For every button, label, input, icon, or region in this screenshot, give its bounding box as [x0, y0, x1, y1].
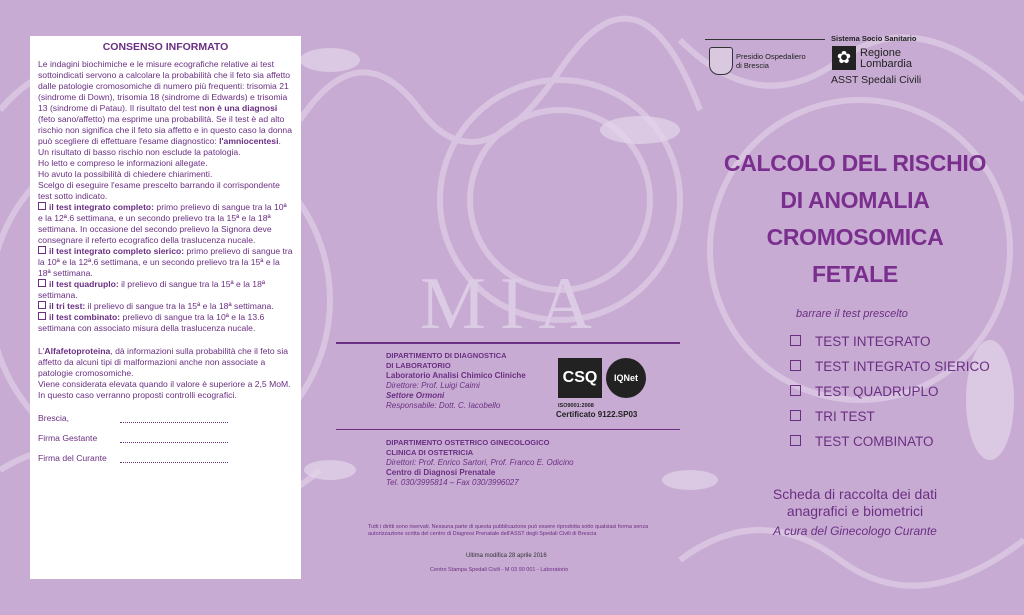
title-line-2: DI ANOMALIA: [780, 187, 930, 213]
alfa-followup: In questo caso verranno proposti controlli ecografici.: [38, 390, 237, 400]
regione-line-1: Regione: [860, 47, 901, 59]
obstetrics-directors: Direttori: Prof. Enrico Sartori, Prof. Franco E. Odicino: [386, 458, 574, 467]
watermark-text: MIA: [420, 263, 606, 345]
logo-divider-line: [705, 39, 825, 40]
option-text: il prelievo di sangue tra la 15ª e la 18ª settimana.: [38, 279, 266, 300]
iso-label: ISO9001:2008: [558, 403, 594, 409]
checkbox-icon[interactable]: [790, 360, 801, 371]
departments-block: [336, 342, 680, 488]
test-choice-combinato[interactable]: [790, 429, 990, 454]
signature-doctor-line[interactable]: [120, 462, 228, 463]
certificate-number: Certificato 9122.SP03: [556, 410, 638, 419]
form-subtitle: [720, 486, 990, 520]
intro-text-2: (feto sano/affetto) ma esprime una probabilità. Se il test è ad alto rischio non significa che il feto sia affetto e in questo caso la donna può scegliere di effettuare l'esame diagnostico:: [38, 114, 292, 146]
test-choice-label: TEST INTEGRATO SIERICO: [815, 359, 990, 374]
signature-mother-line[interactable]: [120, 442, 228, 443]
option-text: il prelievo di sangue tra la 15ª e la 18ª settimana.: [85, 301, 274, 311]
document-title: [700, 145, 1010, 293]
checkbox-icon[interactable]: [790, 435, 801, 446]
form-subtitle-line-2: anagrafici e biometrici: [786, 503, 924, 519]
checkbox-icon[interactable]: [790, 410, 801, 421]
regione-line-2: Lombardia: [860, 58, 912, 70]
title-line-4: FETALE: [812, 261, 898, 287]
option-label: il test integrato completo sierico:: [49, 246, 185, 256]
option-label: il test integrato completo:: [49, 202, 155, 212]
option-integrato-sierico[interactable]: [38, 246, 293, 279]
test-choice-list: [790, 329, 990, 454]
alfa-text-1: L': [38, 346, 45, 356]
intro-text-1: Le indagini biochimiche e le misure ecografiche relative ai test sottoindicati servono a calcolare la probabilità che il feto sia affetto dalle patologie cromosomiche di numero più frequenti: trisomia 21 (sindrome di Down), trisomia 18 (sindrome di Edwards) e trisomia 13 (sindrome di Patau). Il risultato del test: [38, 59, 291, 113]
checkbox-icon[interactable]: [38, 246, 46, 254]
contact-phone: Tel. 030/3995814 – Fax 030/3996027: [386, 478, 519, 487]
signature-place-row: [38, 413, 293, 433]
lab-sector: Settore Ormoni: [386, 391, 445, 400]
crest-icon: [709, 47, 733, 75]
intro-bold-1: non è una diagnosi: [198, 103, 278, 113]
option-integrato-completo[interactable]: [38, 202, 293, 246]
option-tri-test[interactable]: [38, 301, 293, 312]
test-choice-label: TEST QUADRUPLO: [815, 384, 939, 399]
presidio-line-2: di Brescia: [736, 61, 769, 70]
header-logos: [705, 34, 935, 94]
alfa-bold: Alfafetoproteina: [44, 346, 111, 356]
prenatal-centre: Centro di Diagnosi Prenatale: [386, 468, 496, 477]
test-choice-tri-test[interactable]: [790, 404, 990, 429]
dept2-title-1: DIPARTIMENTO OSTETRICO GINECOLOGICO: [386, 438, 550, 447]
test-choice-integrato-sierico[interactable]: [790, 354, 990, 379]
checkbox-icon[interactable]: [790, 385, 801, 396]
select-instruction: barrare il test prescelto: [796, 308, 908, 320]
option-label: il test combinato:: [49, 312, 121, 322]
csq-logo: CSQ: [558, 358, 602, 398]
lab-director: Direttore: Prof. Luigi Caimi: [386, 381, 480, 390]
dept1-title-2: DI LABORATORIO: [386, 361, 451, 370]
option-label: il tri test:: [49, 301, 86, 311]
asst-label: ASST Spedali Civili: [831, 74, 922, 86]
test-choice-quadruplo[interactable]: [790, 379, 990, 404]
consent-title: CONSENSO INFORMATO: [102, 41, 229, 53]
alfa-threshold: Viene considerata elevata quando il valore è superiore a 2,5 MoM.: [38, 379, 291, 389]
option-label: il test quadruplo:: [49, 279, 119, 289]
intro-text-3: .: [278, 136, 281, 146]
certification-logos: [556, 358, 676, 422]
dept2-title-2: CLINICA DI OSTETRICIA: [386, 448, 474, 457]
consent-line-3: Ho avuto la possibilità di chiedere chiarimenti.: [38, 169, 213, 179]
consent-panel: [30, 36, 301, 579]
option-text: primo prelievo di sangue tra la 10ª e la 12ª.6 settimana, e un secondo prelievo tra la 15ª e la 18ª settimana. In occasione del secondo prelievo la Signora deve consegnare il referto ecografico della traslucenza nucale.: [38, 202, 287, 245]
dept1-title-1: DIPARTIMENTO DI DIAGNOSTICA: [386, 351, 507, 360]
presidio-line-1: Presidio Ospedaliero: [736, 52, 806, 61]
lab-name: Laboratorio Analisi Chimico Cliniche: [386, 371, 526, 380]
department-laboratory: [336, 344, 680, 429]
lab-responsible: Responsabile: Dott. C. Iacobello: [386, 401, 501, 410]
signature-doctor-label: Firma del Curante: [38, 453, 107, 463]
form-subtitle-line-1: Scheda di raccolta dei dati: [772, 486, 938, 502]
test-choice-integrato[interactable]: [790, 329, 990, 354]
lombardia-rose-icon: ✿: [832, 46, 856, 70]
test-choice-label: TEST COMBINATO: [815, 434, 934, 449]
title-line-1: CALCOLO DEL RISCHIO: [723, 150, 987, 176]
consent-line-1: Un risultato di basso rischio non esclude la patologia.: [38, 147, 241, 157]
iqnet-logo: IQNet: [606, 358, 646, 398]
intro-bold-2: l'amniocentesi: [219, 136, 279, 146]
signature-place-label: Brescia,: [38, 413, 70, 423]
checkbox-icon[interactable]: [790, 335, 801, 346]
print-footer: Centro Stampa Spedali Civili - M 03 90 001 - Laboratorio: [430, 567, 569, 573]
last-modified: Ultima modifica 28 aprile 2016: [466, 553, 547, 559]
consent-line-2: Ho letto e compreso le informazioni allegate.: [38, 158, 208, 168]
alfafetoproteina-paragraph: [38, 346, 293, 379]
title-line-3: CROMOSOMICA: [766, 224, 944, 250]
signature-mother-row: [38, 433, 293, 453]
department-obstetrics: [336, 430, 680, 488]
option-quadruplo[interactable]: [38, 279, 293, 301]
form-responsible: A cura del Ginecologo Curante: [773, 524, 937, 538]
alfa-text-2: , dà informazioni sulla probabilità che il feto sia affetto da alcuni tipi di malformazioni anche non associate a patologie cromosomiche.: [38, 346, 289, 378]
option-text: prelievo di sangue tra la 10ª e la 13.6 settimana con associato misura della traslucenza nucale.: [38, 312, 265, 333]
checkbox-icon[interactable]: [38, 202, 46, 210]
checkbox-icon[interactable]: [38, 312, 46, 320]
test-choice-label: TRI TEST: [815, 409, 875, 424]
option-combinato[interactable]: [38, 312, 293, 334]
signature-doctor-row: [38, 453, 293, 473]
consent-line-4: Scelgo di eseguire l'esame prescelto barrando il corrispondente test sotto indicato.: [38, 180, 280, 201]
consent-intro: [38, 59, 293, 147]
checkbox-icon[interactable]: [38, 301, 46, 309]
signature-place-line[interactable]: [120, 422, 228, 423]
option-text: primo prelievo di sangue tra la 10ª e la 12ª.6 settimana, e un secondo prelievo tra la 15ª e la 18ª settimana.: [38, 246, 293, 278]
checkbox-icon[interactable]: [38, 279, 46, 287]
signature-mother-label: Firma Gestante: [38, 433, 98, 443]
sistema-label: Sistema Socio Sanitario: [831, 34, 917, 43]
copyright-notice: Tutti i diritti sono riservati. Nessuna parte di questa pubblicazione può essere riprodotta sotto qualsiasi forma senza autorizzazione scritta del centro di Diagnosi Prenatale dell'ASST degli Spedali Civili di Brescia: [368, 524, 649, 537]
test-choice-label: TEST INTEGRATO: [815, 334, 931, 349]
